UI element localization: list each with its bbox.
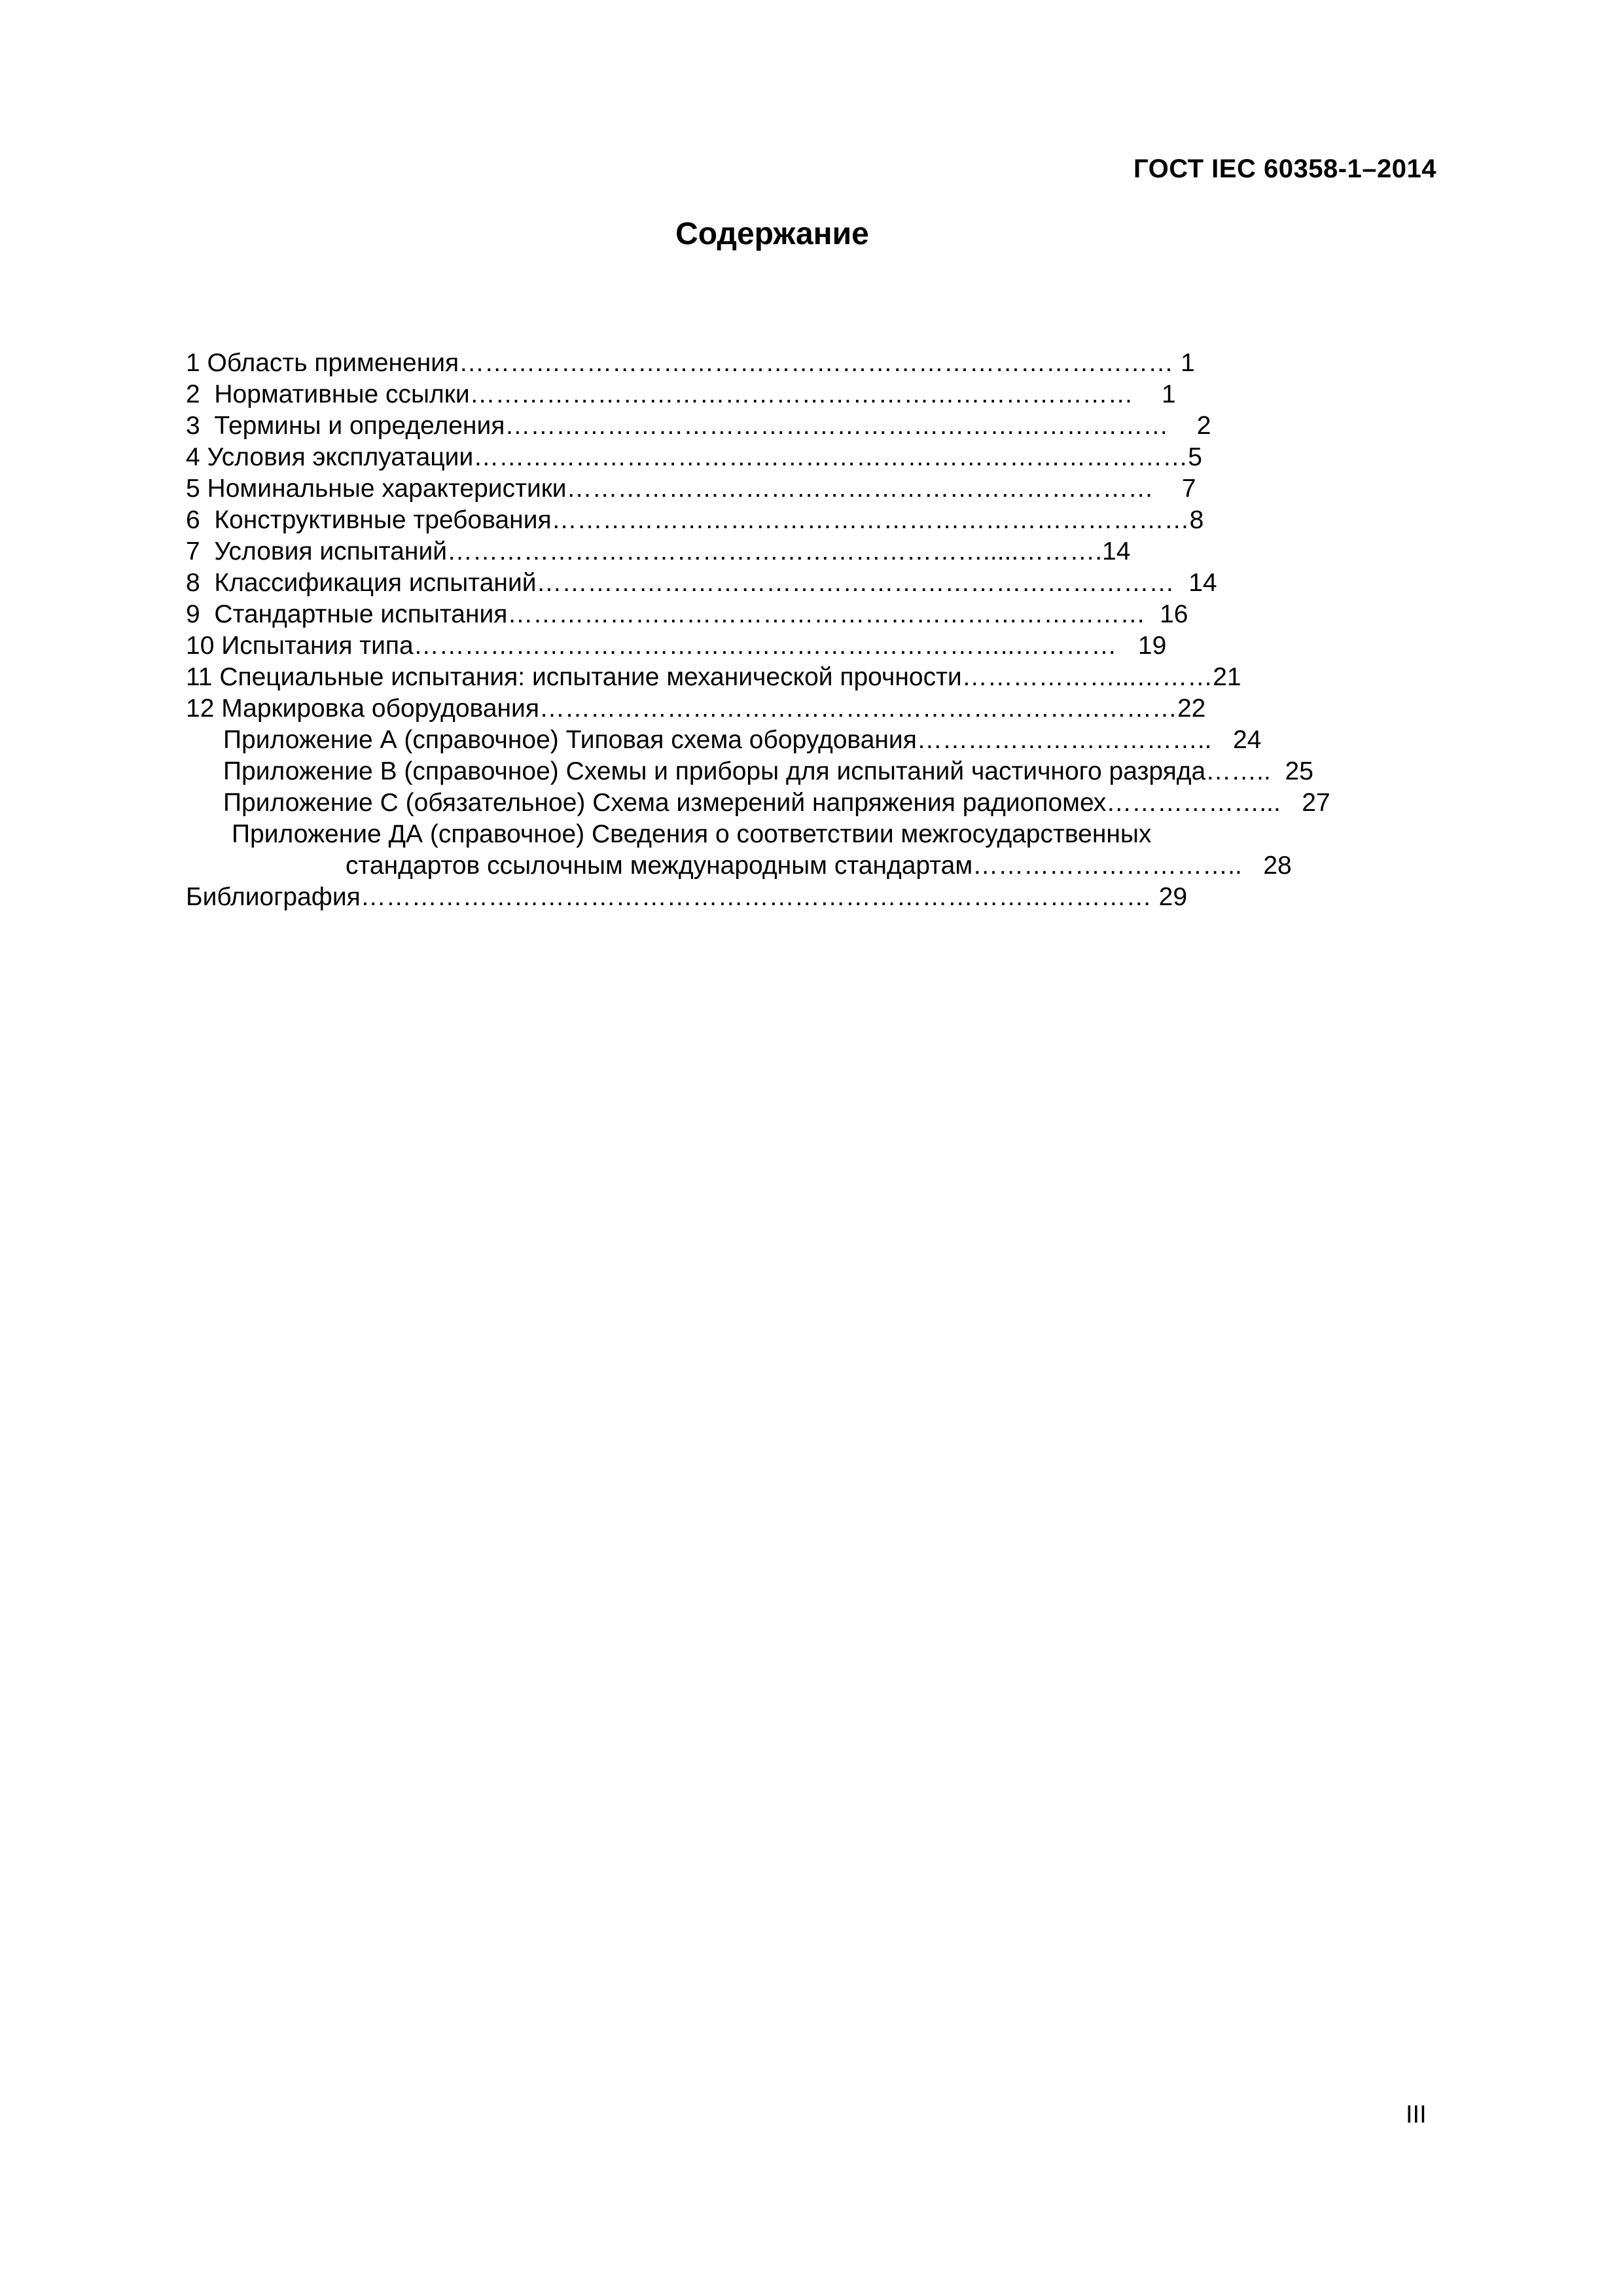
toc-entry[interactable]: 10 Испытания типа……………………………………………………………..………… 19 — [186, 632, 1167, 660]
toc-entry[interactable]: 2 Нормативные ссылки…………………………………………………………………… 1 — [186, 380, 1176, 408]
toc-entry[interactable]: 1 Область применения………………………………………………………………………… 1 — [186, 349, 1195, 377]
toc-entry[interactable]: 8 Классификация испытаний………………………………………………………………… 14 — [186, 569, 1217, 597]
toc-entry-appendix[interactable]: Приложение С (обязательное) Схема измерений напряжения радиопомех………………... 27 — [223, 789, 1330, 817]
toc-entry[interactable]: 4 Условия эксплуатации…………………………………………………………………………5 — [186, 443, 1202, 471]
document-code: ГОСТ IEC 60358-1–2014 — [1133, 154, 1436, 183]
toc-entry[interactable]: 6 Конструктивные требования…………………………………………………………………8 — [186, 506, 1204, 534]
toc-entry-appendix[interactable]: Приложение А (справочное) Типовая схема оборудования…………………………….. 24 — [223, 726, 1262, 754]
toc-entry[interactable]: 9 Стандартные испытания………………………………………………………………… 16 — [186, 600, 1188, 628]
toc-entry[interactable]: Библиография………………………………………………………………………………… 29 — [186, 883, 1188, 911]
page-number: III — [1406, 2101, 1427, 2128]
toc-entry[interactable]: 12 Маркировка оборудования…………………………………………………………………22 — [186, 694, 1206, 723]
toc-entry-appendix[interactable]: Приложение В (справочное) Схемы и приборы для испытаний частичного разряда…….. 25 — [223, 757, 1313, 785]
toc-entry[interactable]: 7 Условия испытаний……………………………………………………….....……….14 — [186, 537, 1131, 565]
toc-entry-appendix[interactable]: Приложение ДА (справочное) Сведения о соответствии межгосударственных — [232, 820, 1152, 848]
toc-entry[interactable]: 5 Номинальные характеристики…………………………………………………………… 7 — [186, 475, 1196, 503]
toc-entry[interactable]: 3 Термины и определения…………………………………………………………………… 2 — [186, 412, 1211, 440]
toc-entry-appendix-continuation[interactable]: стандартов ссылочным международным стандартам………………………….. 28 — [346, 852, 1292, 880]
toc-entry[interactable]: 11 Специальные испытания: испытание механической прочности………………...………21 — [186, 663, 1241, 691]
page-title: Содержание — [675, 217, 869, 251]
